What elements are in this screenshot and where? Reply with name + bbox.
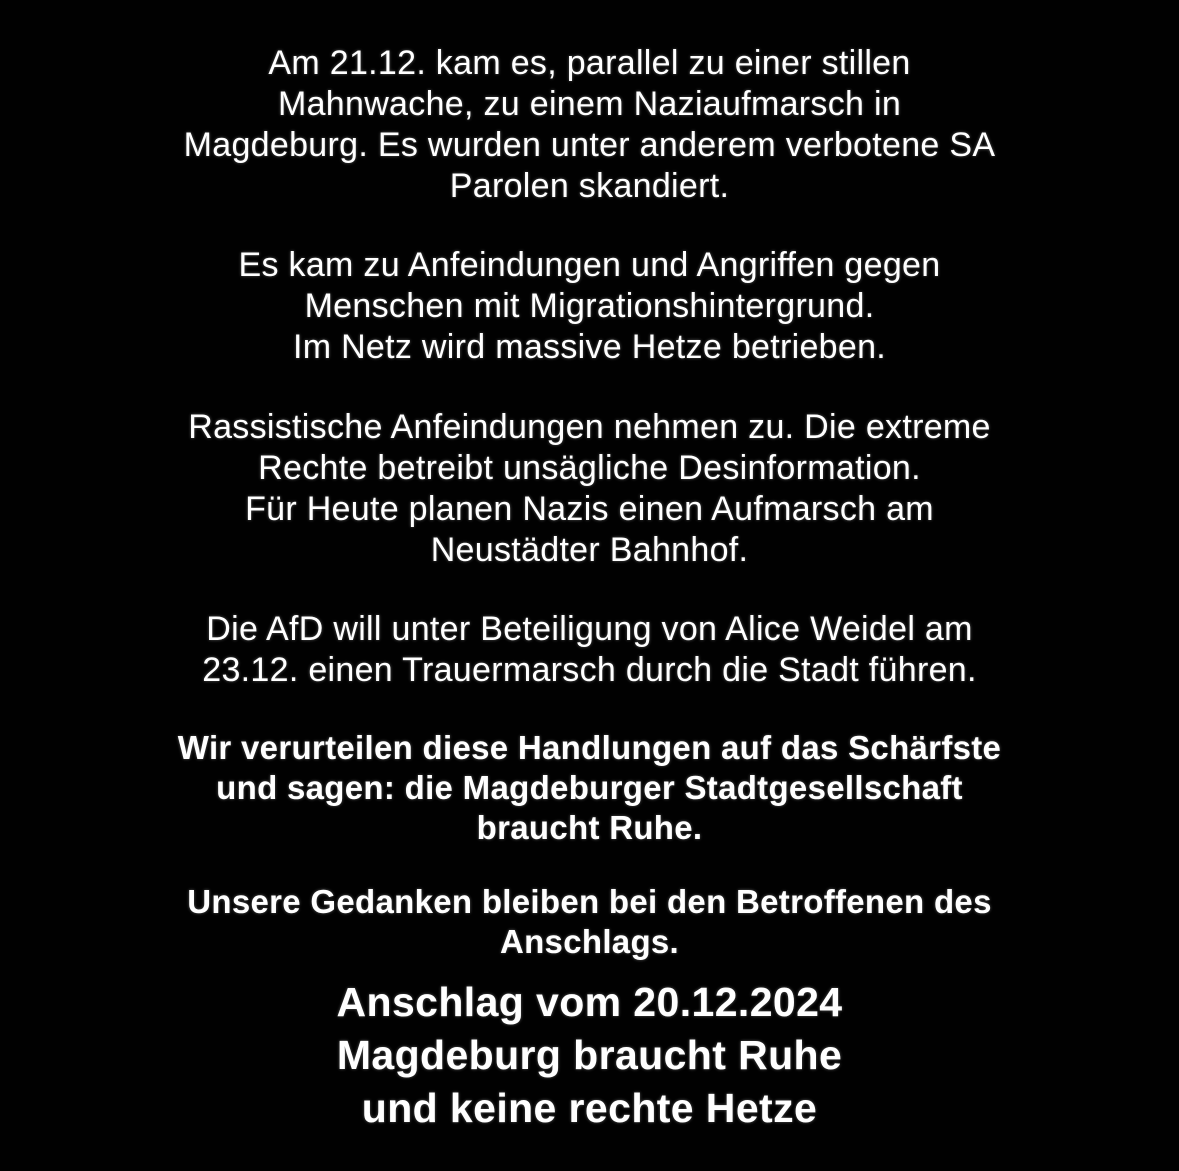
text-line: Die AfD will unter Beteiligung von Alice Weidel am [206,610,973,648]
text-line: Im Netz wird massive Hetze betrieben. [292,328,887,366]
text-line: braucht Ruhe. [476,809,703,846]
text-line: Menschen mit Migrationshintergrund. [304,287,875,325]
text-line: Anschlags. [499,923,680,960]
paragraph-afd-trauermarsch [40,609,1139,691]
paragraph-desinformation [40,407,1139,571]
text-line: Es kam zu Anfeindungen und Angriffen gegen [238,246,941,284]
paragraph-gedanken [40,882,1139,962]
headline-line: und keine rechte Hetze [361,1085,818,1131]
text-line: Parolen skandiert. [449,167,730,205]
text-line: Rechte betreibt unsägliche Desinformation. [258,449,921,487]
text-line: Neustädter Bahnhof. [430,531,749,569]
text-line: Magdeburg. Es wurden unter anderem verbotene SA [183,126,996,164]
text-line: Für Heute planen Nazis einen Aufmarsch am [245,490,934,528]
headline-line: Anschlag vom 20.12.2024 [336,979,843,1025]
paragraph-naziaufmarsch [40,43,1139,207]
text-line: Rassistische Anfeindungen nehmen zu. Die extreme [188,408,991,446]
headline-line: Magdeburg braucht Ruhe [336,1032,843,1078]
text-line: Am 21.12. kam es, parallel zu einer stillen [268,44,911,82]
paragraph-anfeindungen [40,245,1139,368]
text-line: Wir verurteilen diese Handlungen auf das Schärfste [177,729,1002,766]
text-line: Mahnwache, zu einem Naziaufmarsch in [277,85,902,123]
text-line: und sagen: die Magdeburger Stadtgesellschaft [216,769,963,806]
paragraph-verurteilung [40,728,1139,848]
headline [40,976,1139,1135]
text-line: Unsere Gedanken bleiben bei den Betroffenen des [187,883,992,920]
text-line: 23.12. einen Trauermarsch durch die Stadt führen. [202,651,977,689]
